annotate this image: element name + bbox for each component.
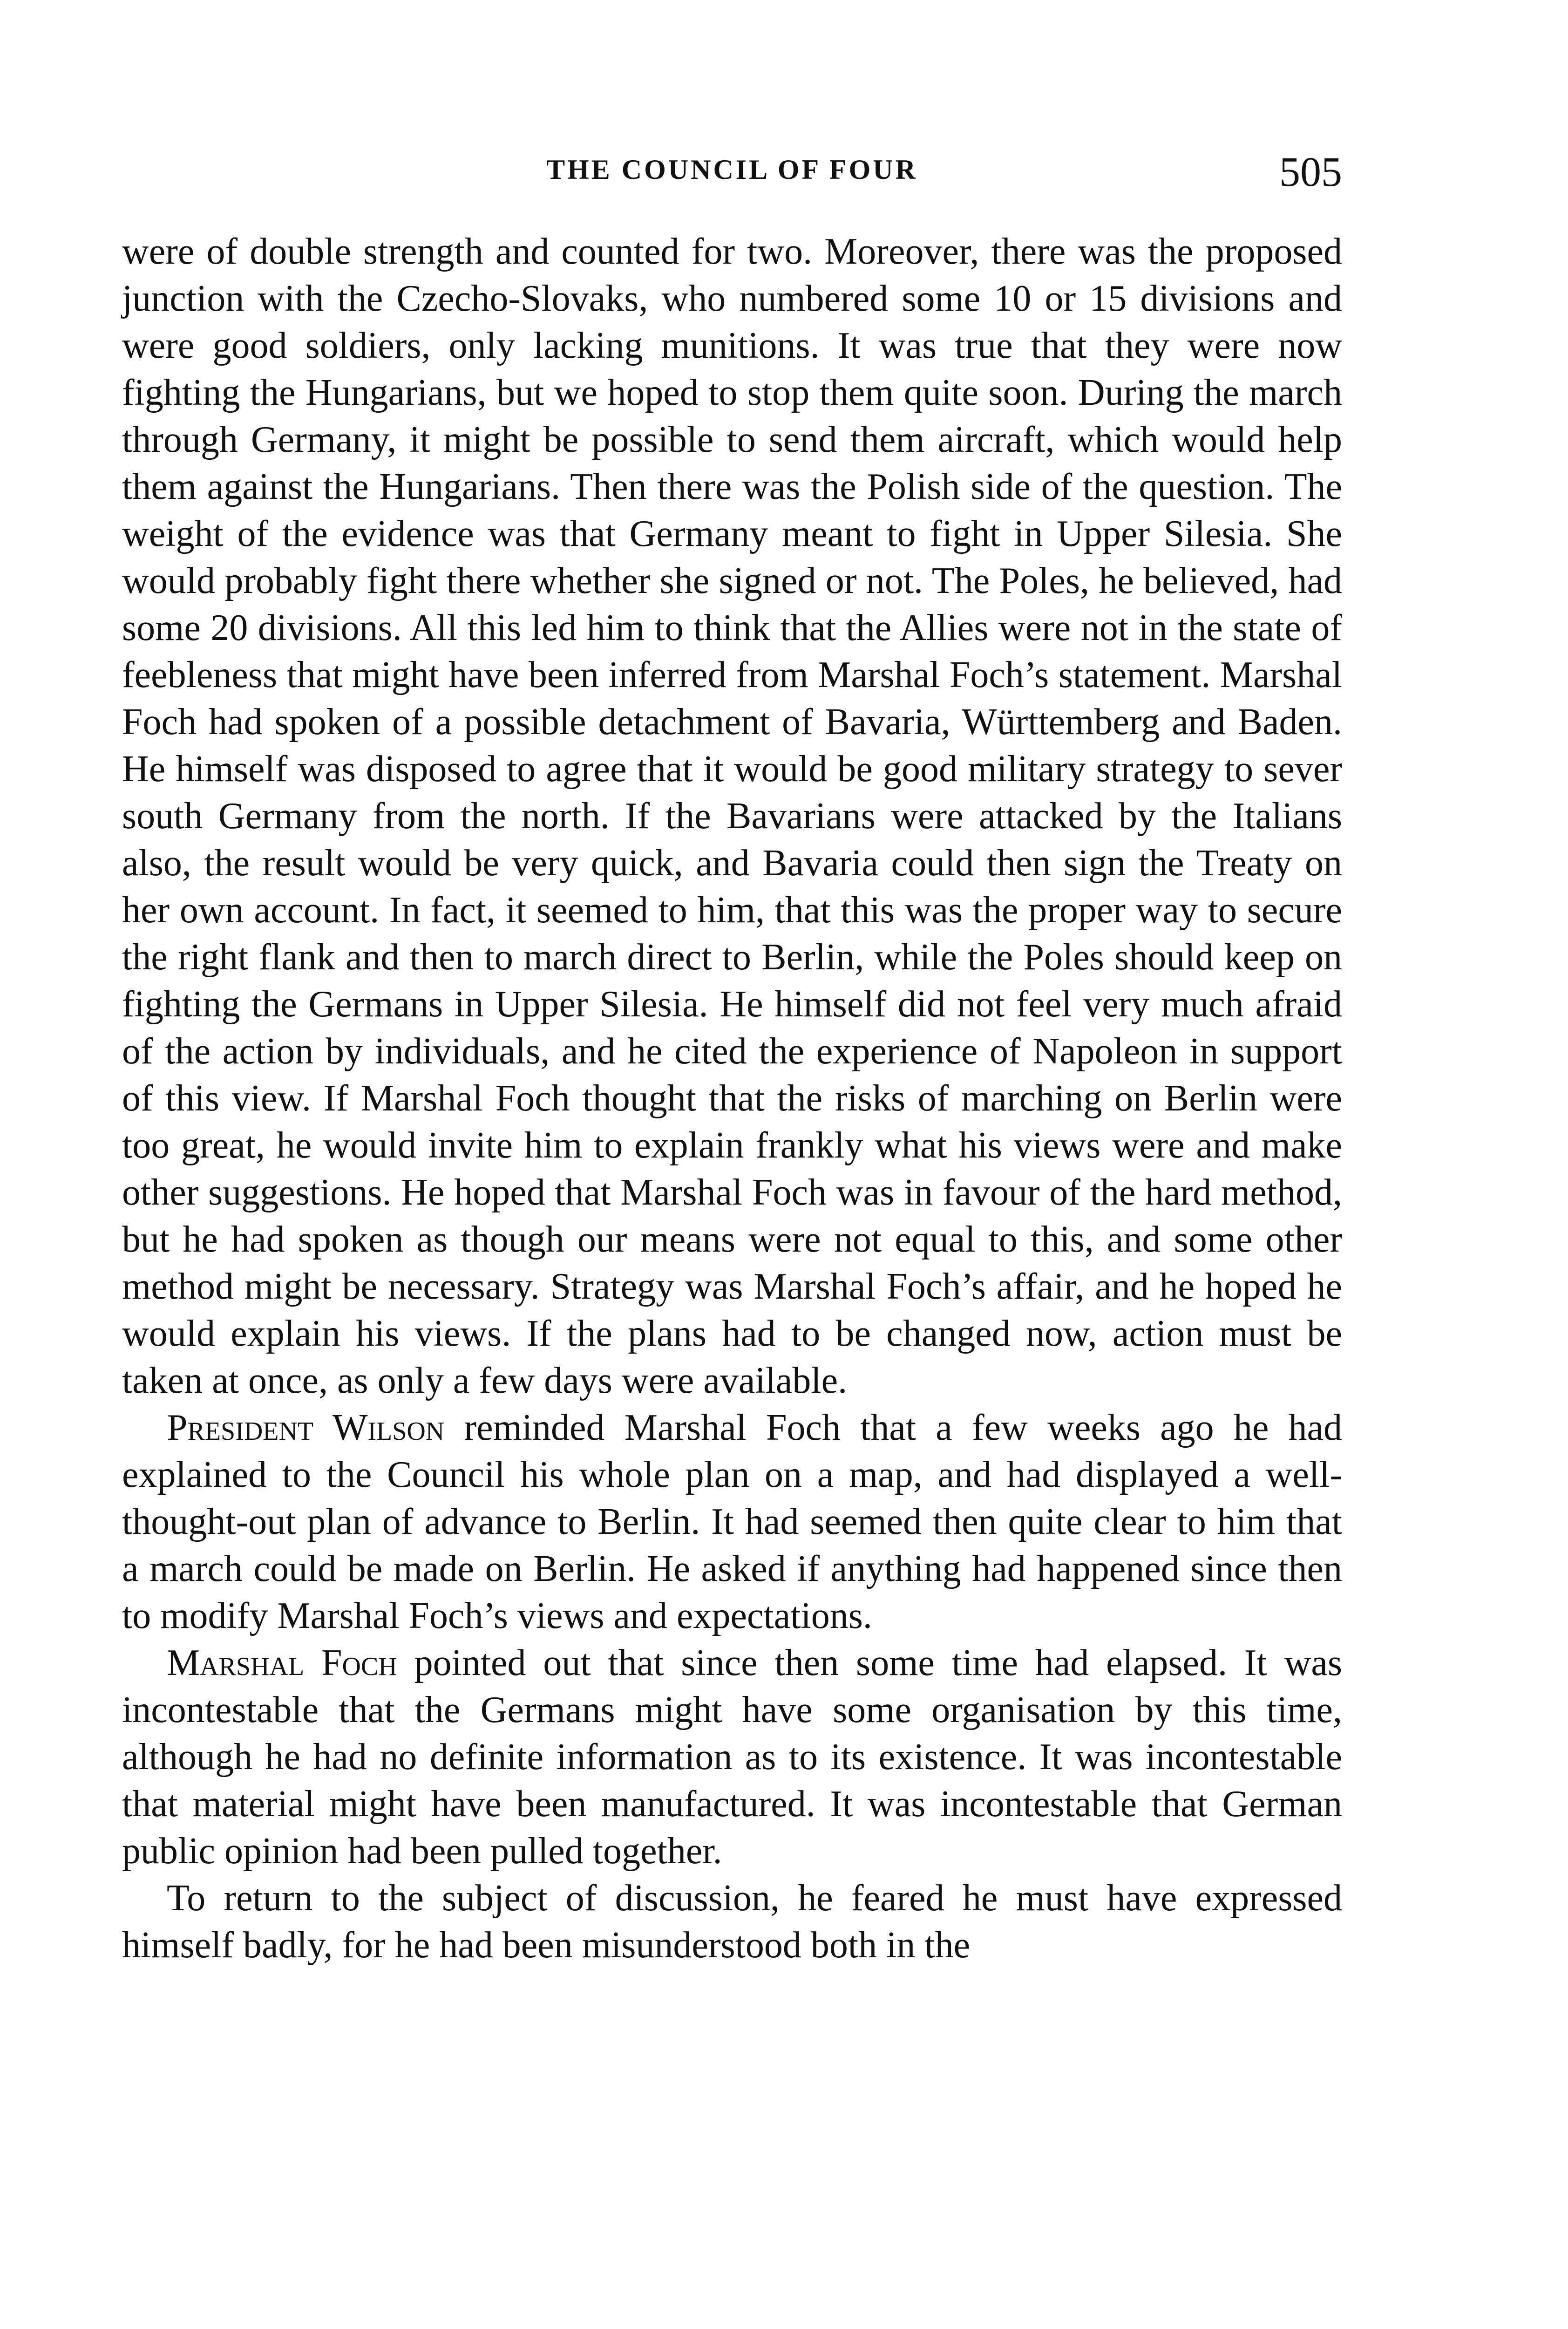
- speaker-name: Marshal Foch: [167, 1642, 397, 1683]
- running-head: [122, 148, 1342, 199]
- paragraph-text: To return to the subject of discussion, he feared he must have expressed himself badly, for he had been misunderstood both in the: [122, 1878, 1342, 1966]
- speaker-name: President Wilson: [167, 1407, 445, 1448]
- paragraph-return-to-subject: [122, 1875, 1342, 1969]
- paragraph-continuation: [122, 228, 1342, 1404]
- running-title: THE COUNCIL OF FOUR: [546, 154, 918, 185]
- paragraph-text: pointed out that since then some time had elapsed. It was incontestable that the Germans might have some organisation by this time, although he had no definite information as to its existence. It was incontestable that material might have been manufactured. It was incontestable that German public opinion had been pulled together.: [122, 1642, 1342, 1872]
- paragraph-marshal-foch: [122, 1640, 1342, 1875]
- page-number: 505: [1279, 149, 1342, 195]
- paragraph-president-wilson: [122, 1404, 1342, 1640]
- body-text: [122, 228, 1342, 1969]
- paragraph-text: were of double strength and counted for two. Moreover, there was the proposed junction with the Czecho-Slovaks, who numbered some 10 or 15 divisions and were good soldiers, only lacking munitions. It was true that they were now fighting the Hungarians, but we hoped to stop them quite soon. During the march through Germany, it might be possible to send them aircraft, which would help them against the Hungarians. Then there was the Polish side of the question. The weight of the evidence was that Germany meant to fight in Upper Silesia. She would probably fight there whether she signed or not. The Poles, he believed, had some 20 divisions. All this led him to think that the Allies were not in the state of feebleness that might have been inferred from Marshal Foch’s statement. Marshal Foch had spoken of a possible detachment of Bavaria, Württemberg and Baden. He himself was disposed to agree that it would be good military strategy to sever south Germany from the north. If the Bavarians were attacked by the Italians also, the result would be very quick, and Bavaria could then sign the Treaty on her own account. In fact, it seemed to him, that this was the proper way to secure the right flank and then to march direct to Berlin, while the Poles should keep on fighting the Germans in Upper Silesia. He himself did not feel very much afraid of the action by individuals, and he cited the experience of Napoleon in support of this view. If Marshal Foch thought that the risks of marching on Berlin were too great, he would invite him to explain frankly what his views were and make other suggestions. He hoped that Marshal Foch was in favour of the hard method, but he had spoken as though our means were not equal to this, and some other method might be necessary. Strategy was Marshal Foch’s affair, and he hoped he would explain his views. If the plans had to be changed now, action must be taken at once, as only a few days were available.: [122, 231, 1342, 1401]
- paragraph-text: reminded Marshal Foch that a few weeks ago he had explained to the Council his whole plan on a map, and had displayed a well-thought-out plan of advance to Berlin. It had seemed then quite clear to him that a march could be made on Berlin. He asked if anything had happened since then to modify Marshal Foch’s views and expectations.: [122, 1407, 1343, 1636]
